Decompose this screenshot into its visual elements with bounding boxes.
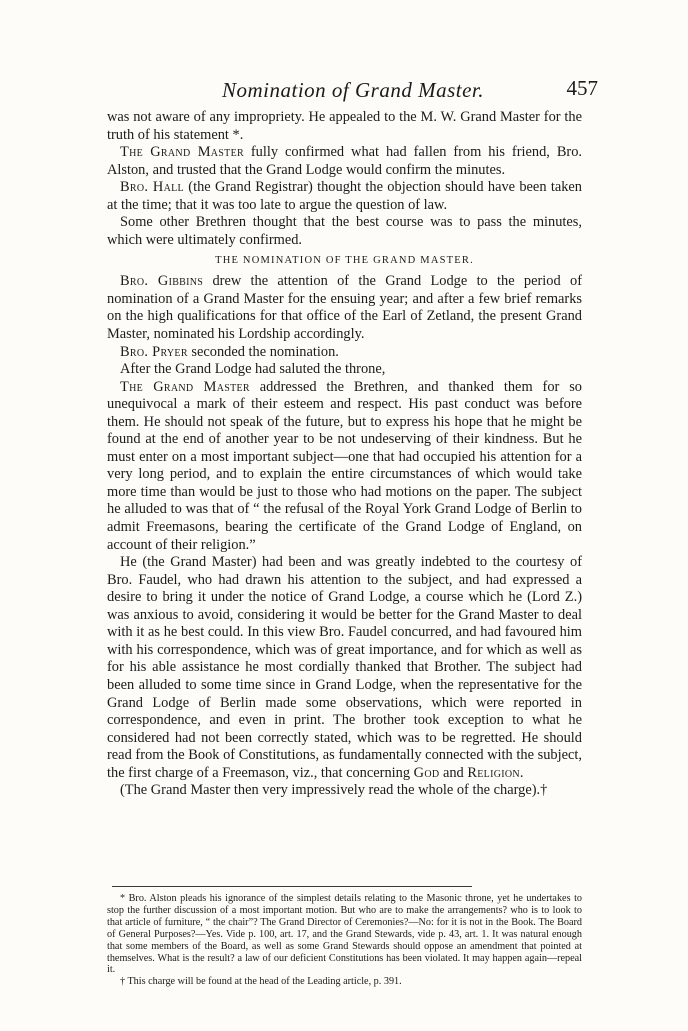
footnote: † This charge will be found at the head of the Leading article, p. 391.	[120, 976, 402, 988]
section-heading: THE NOMINATION OF THE GRAND MASTER.	[215, 255, 474, 267]
page-number: 457	[566, 76, 598, 100]
paragraph	[107, 273, 582, 343]
paragraph	[107, 344, 582, 362]
emphasis-word: God	[413, 764, 440, 781]
paragraph	[107, 214, 582, 249]
main-text	[107, 109, 582, 800]
paragraph-text: was not aware of any impropriety. He appealed to the M. W. Grand Master for the truth of his statement *.	[107, 109, 582, 143]
paragraph-text: After the Grand Lodge had saluted the throne,	[120, 361, 386, 378]
paragraph-text: (the Grand Registrar) thought the objection should have been taken at the time; that it was too late to argue the question of law.	[107, 179, 582, 213]
paragraph-text: Some other Brethren thought that the best course was to pass the minutes, which were ultimately confirmed.	[107, 214, 582, 248]
footnotes	[107, 893, 582, 988]
paragraph-text: .	[519, 764, 524, 781]
paragraph	[107, 109, 582, 144]
running-header	[108, 74, 598, 104]
paragraph-text: He (the Grand Master) had been and was greatly indebted to the courtesy of Bro. Faudel, who had drawn his attention to the subject, and had expressed a desire to bring it under the notice of Grand Lodge, a course which he (Lord Z.) was anxious to avoid, considering it would be better for the Grand Master to deal with it as he best could. In this view Bro. Faudel concurred, and had favoured him with his correspondence, which was of great importance, and for which as well as for his able assistance he most cordially thanked that Brother. The subject had been alluded to some time since in Grand Lodge, when the representative for the Grand Lodge of Berlin made some observations, which were reported in correspondence, and even in print. The brother took exception to what he considered had not been correctly stated, which was to be regretted. He should read from the Book of Constitutions, as fundamentally connected with the subject, the first charge of a Freemason, viz., that concerning	[107, 554, 582, 781]
paragraph-text: and	[439, 764, 468, 781]
speaker-name: Bro. Pryer	[120, 343, 188, 360]
speaker-name: Bro. Hall	[120, 179, 184, 196]
speaker-name: The Grand Master	[120, 144, 244, 161]
paragraph-text: seconded the nomination.	[187, 343, 339, 360]
paragraph-text: (The Grand Master then very impressively read the whole of the charge).†	[120, 782, 548, 799]
paragraph-text: fully confirmed what had fallen from his friend, Bro. Alston, and trusted that the Grand Lodge would confirm the minutes.	[107, 144, 582, 178]
paragraph-text: drew the attention of the Grand Lodge to the period of nomination of a Grand Master for the ensuing year; and after a few brief remarks on the high qualifications for that office of the Earl of Zetland, the present Grand Master, nominated his Lordship accordingly.	[107, 273, 582, 343]
paragraph	[107, 782, 582, 800]
footnote-divider	[112, 886, 472, 887]
footnote: * Bro. Alston pleads his ignorance of the simplest details relating to the Masonic throne, yet he undertakes to stop the further discussion of a most important motion. But who are to make the arrangements? who is to look to that article of furniture, “ the chair”? The Grand Director of Ceremonies?—No: for it is not in the Book. The Board of General Purposes?—Yes. Vide p. 100, art. 17, and the Grand Stewards, vide p. 43, art. 1. It was natural enough that some members of the Board, as well as some Grand Stewards should oppose an amendment that pointed at themselves. What is the result? a law of our deficient Constitutions has been violated. It may happen again—repeal it.	[107, 893, 582, 976]
emphasis-word: Religion	[467, 764, 520, 781]
paragraph	[107, 144, 582, 179]
paragraph	[107, 554, 582, 782]
speaker-name: Bro. Gibbins	[120, 273, 204, 290]
running-title: Nomination of Grand Master.	[221, 78, 484, 102]
paragraph	[107, 179, 582, 214]
paragraph-text: addressed the Brethren, and thanked them for so unequivocal a mark of their esteem and respect. His past conduct was before them. He should not speak of the future, but to express his hope that he might be found at the end of another year to be not undeserving of their kindness. But he must enter on a most important subject—one that had occupied his attention for a very long period, and to explain the entire circumstances of which would take more time than would be just to those who had motions on the paper. The subject he alluded to was that of “ the refusal of the Royal York Grand Lodge of Berlin to admit Freemasons, bearing the certificate of the Grand Lodge of England, on account of their religion.”	[107, 378, 582, 553]
paragraph	[107, 361, 582, 379]
paragraph	[107, 379, 582, 554]
speaker-name: The Grand Master	[120, 378, 250, 395]
